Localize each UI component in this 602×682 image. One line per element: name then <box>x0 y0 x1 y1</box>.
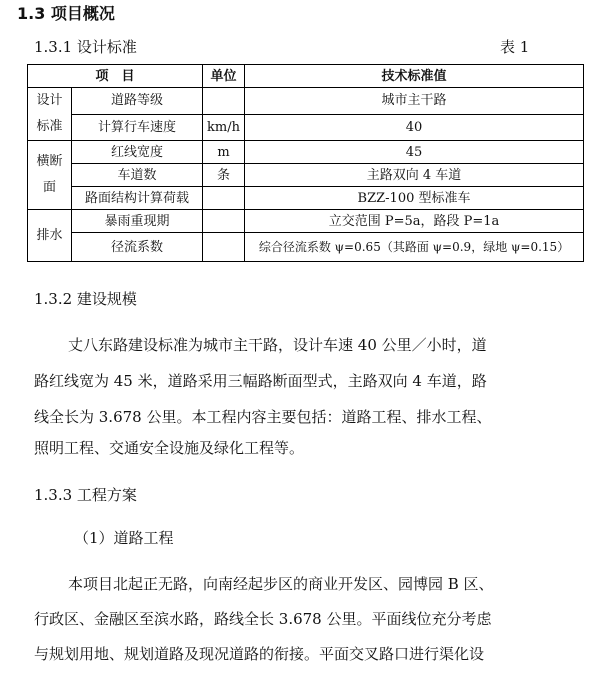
cell-unit: 条 <box>203 164 245 187</box>
scale-heading: 1.3.2 建设规模 <box>34 290 137 308</box>
section-title: 1.3 项目概况 <box>17 4 115 23</box>
cell-unit <box>203 187 245 210</box>
plan-line-3: 与规划用地、规划道路及现况道路的衔接。平面交叉路口进行渠化设 <box>34 645 485 663</box>
cell-unit: m <box>203 141 245 164</box>
cell-item: 径流系数 <box>72 233 203 262</box>
table-row <box>28 114 584 141</box>
cell-value: BZZ-100 型标准车 <box>245 187 584 210</box>
table-row <box>28 88 584 115</box>
cell-value: 城市主干路 <box>245 88 584 115</box>
header-unit: 单位 <box>203 65 245 88</box>
cell-unit <box>203 88 245 115</box>
cell-item: 路面结构计算荷载 <box>72 187 203 210</box>
cell-item: 道路等级 <box>72 88 203 115</box>
header-item: 项 目 <box>28 65 203 88</box>
cell-item: 红线宽度 <box>72 141 203 164</box>
cell-value: 主路双向 4 车道 <box>245 164 584 187</box>
plan-line-2: 行政区、金融区至滨水路，路线全长 3.678 公里。平面线位充分考虑 <box>34 610 492 628</box>
cell-value: 40 <box>245 114 584 141</box>
table-row <box>28 233 584 262</box>
scale-line-3: 线全长为 3.678 公里。本工程内容主要包括：道路工程、排水工程、 <box>34 408 492 426</box>
cell-unit: km/h <box>203 114 245 141</box>
group-drainage: 排水 <box>28 210 72 262</box>
table-row <box>28 164 584 187</box>
table-row <box>28 187 584 210</box>
cell-unit <box>203 210 245 233</box>
group-cross-section: 横断 面 <box>28 141 72 210</box>
scale-line-2: 路红线宽为 45 米，道路采用三幅路断面型式，主路双向 4 车道，路 <box>34 372 487 390</box>
scale-line-4: 照明工程、交通安全设施及绿化工程等。 <box>34 439 305 457</box>
cell-item: 暴雨重现期 <box>72 210 203 233</box>
table-row <box>28 141 584 164</box>
cell-value: 综合径流系数 ψ=0.65（其路面 ψ=0.9，绿地 ψ=0.15） <box>245 233 584 262</box>
plan-heading: 1.3.3 工程方案 <box>34 486 137 504</box>
plan-subheading: （1）道路工程 <box>74 529 174 547</box>
cell-unit <box>203 233 245 262</box>
cell-value: 立交范围 P=5a，路段 P=1a <box>245 210 584 233</box>
cell-item: 车道数 <box>72 164 203 187</box>
cell-item: 计算行车速度 <box>72 114 203 141</box>
header-value: 技术标准值 <box>245 65 584 88</box>
group-design: 设计 标准 <box>28 88 72 141</box>
table-row <box>28 210 584 233</box>
scale-line-1: 丈八东路建设标准为城市主干路，设计车速 40 公里／小时，道 <box>68 336 487 354</box>
design-standards-table <box>27 64 584 262</box>
table-header-row <box>28 65 584 88</box>
plan-line-1: 本项目北起正无路，向南经起步区的商业开发区、园博园 B 区、 <box>68 575 494 593</box>
cell-value: 45 <box>245 141 584 164</box>
design-standards-heading: 1.3.1 设计标准 <box>34 38 137 56</box>
table-label: 表 1 <box>500 38 530 56</box>
